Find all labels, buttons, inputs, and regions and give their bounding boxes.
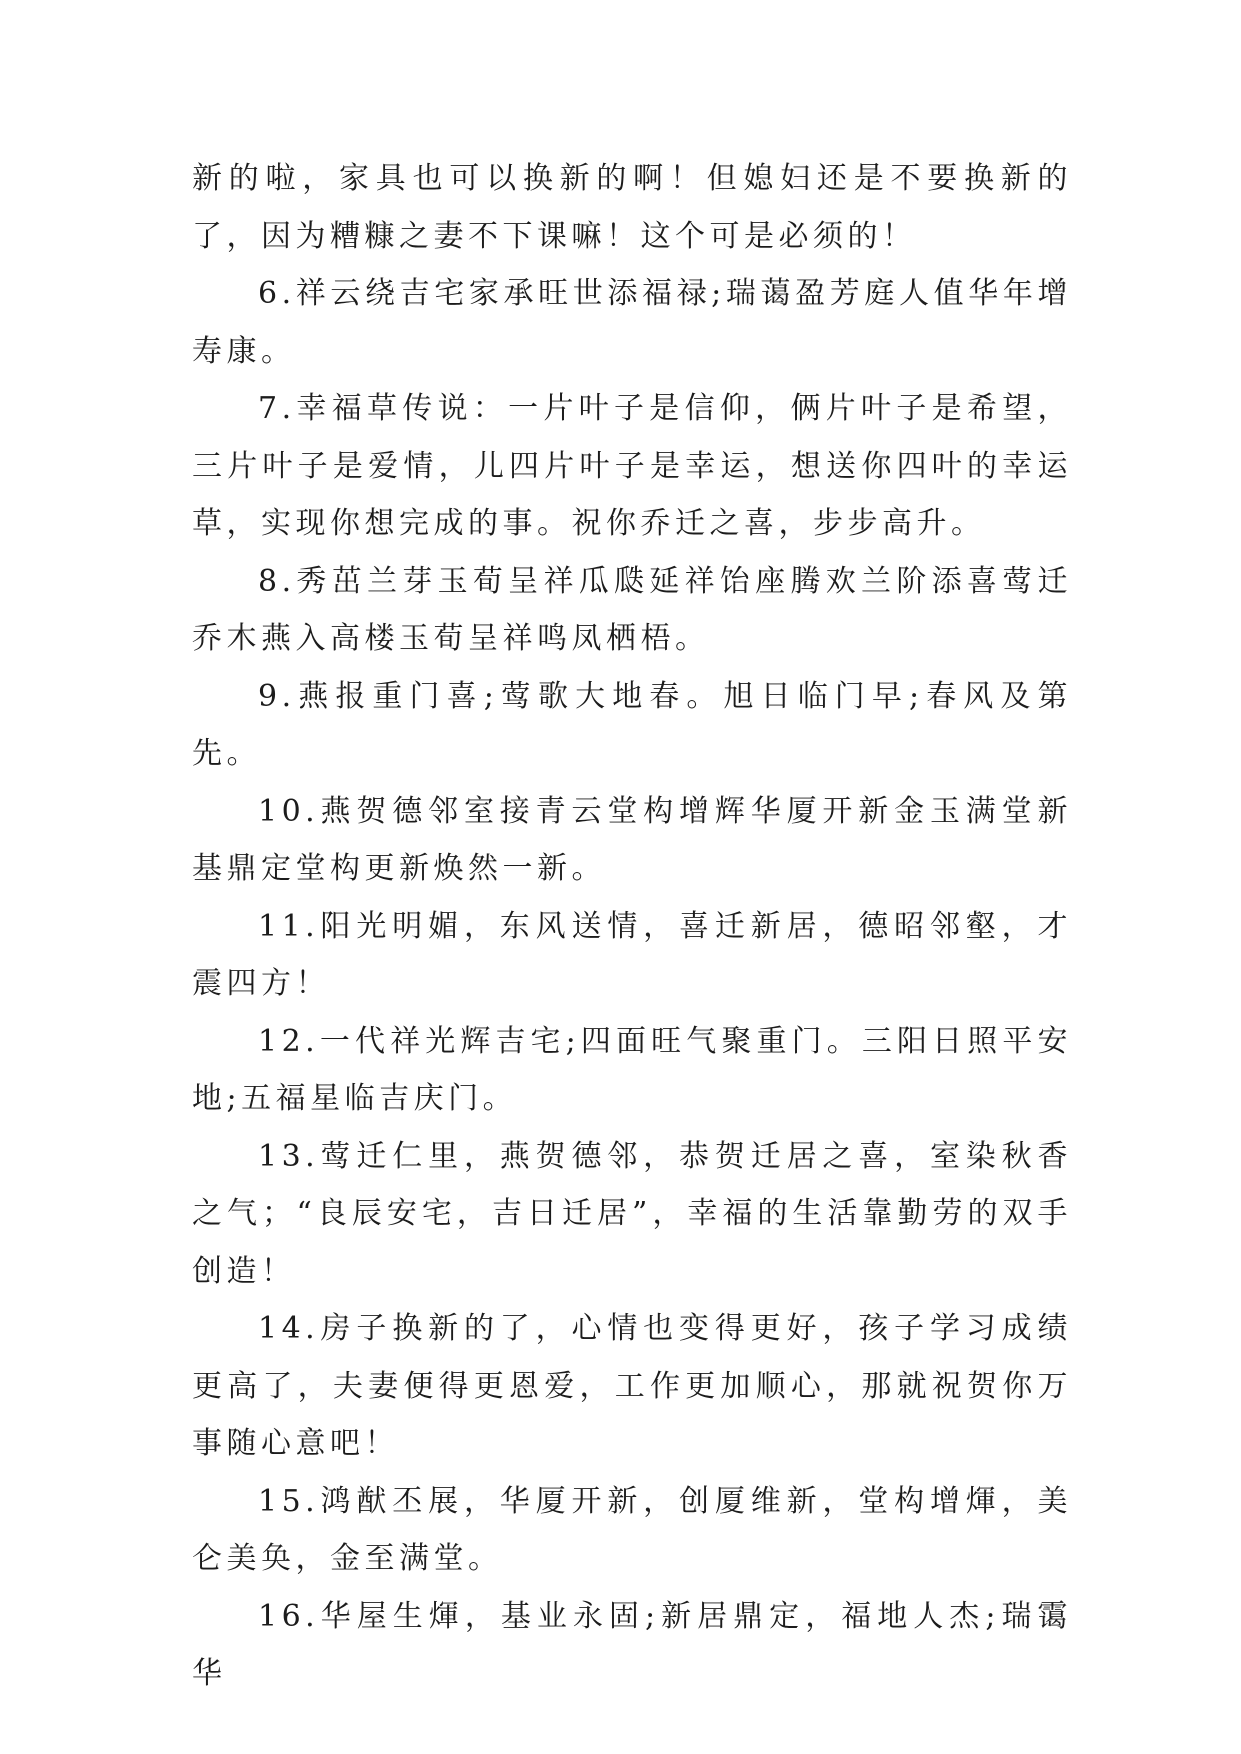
paragraph-item-12: 12.一代祥光辉吉宅;四面旺气聚重门。三阳日照平安地;五福星临吉庆门。 [192,1023,1072,1116]
paragraph-item-14: 14.房子换新的了，心情也变得更好，孩子学习成绩更高了，夫妻便得更恩爱，工作更加顺心，那就祝贺你万事随心意吧！ [192,1311,1072,1461]
paragraph-item-8: 8.秀茁兰芽玉荀呈祥瓜瓞延祥饴座腾欢兰阶添喜莺迁乔木燕入高楼玉荀呈祥鸣凤栖梧。 [192,563,1072,656]
paragraph-item-7: 7.幸福草传说：一片叶子是信仰，俩片叶子是希望，三片叶子是爱情，儿四片叶子是幸运，想送你四叶的幸运草，实现你想完成的事。祝你乔迁之喜，步步高升。 [192,391,1072,541]
paragraph-item-9: 9.燕报重门喜;莺歌大地春。旭日临门早;春风及第先。 [192,678,1072,771]
body-text [192,150,1072,1703]
paragraph-item-6: 6.祥云绕吉宅家承旺世添福禄;瑞蔼盈芳庭人值华年增寿康。 [192,276,1072,369]
paragraph-item-16: 16.华屋生煇，基业永固;新居鼎定，福地人杰;瑞霭华 [192,1598,1072,1691]
paragraph-item-13: 13.莺迁仁里，燕贺德邻，恭贺迁居之喜，室染秋香之气；“良辰安宅，吉日迁居”，幸福的生活靠勤劳的双手创造！ [192,1138,1072,1289]
paragraph-item-15: 15.鸿猷丕展，华厦开新，创厦维新，堂构增煇，美仑美奂，金至满堂。 [192,1483,1072,1576]
paragraph-item-11: 11.阳光明媚，东风送情，喜迁新居，德昭邻壑，才震四方！ [192,908,1072,1001]
paragraph-continuation: 新的啦，家具也可以换新的啊！但媳妇还是不要换新的了，因为糟糠之妻不下课嘛！这个可是必须的！ [192,161,1072,254]
paragraph-item-10: 10.燕贺德邻室接青云堂构增辉华厦开新金玉满堂新基鼎定堂构更新焕然一新。 [192,793,1072,886]
